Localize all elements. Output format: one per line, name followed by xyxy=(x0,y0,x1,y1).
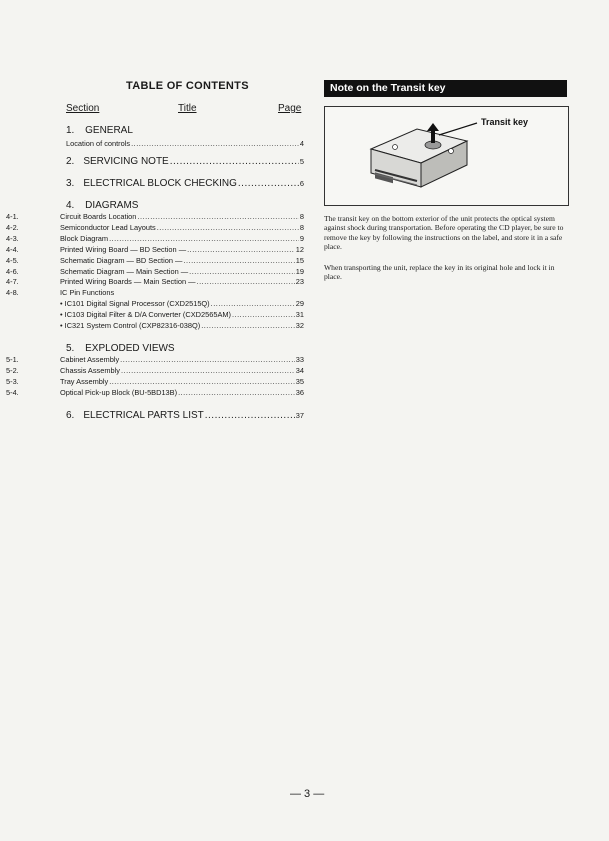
entry-page: 4 xyxy=(299,139,304,148)
entry-number: 5-4. xyxy=(6,387,19,397)
entry-page: 12 xyxy=(295,244,304,254)
entry-number: 4-1. xyxy=(6,212,19,221)
entry-page: 31 xyxy=(295,310,304,320)
entry-text: Circuit Boards Location xyxy=(60,212,137,221)
entry-page: 32 xyxy=(295,321,304,330)
entry-number: 5-2. xyxy=(6,365,19,375)
figure-label: Transit key xyxy=(481,117,529,127)
entry-text: • IC103 Digital Filter & D/A Converter (CXD2565AM) xyxy=(60,310,231,320)
entry-text: Printed Wiring Board — BD Section — xyxy=(60,244,187,254)
toc-entry[interactable] xyxy=(6,387,304,397)
transit-key-figure xyxy=(324,106,569,206)
toc-entry[interactable] xyxy=(6,222,304,232)
entry-page: 33 xyxy=(295,355,304,364)
note-paragraph-2: When transporting the unit, replace the key in its original hole and lock it in place. xyxy=(324,263,555,282)
cd-player-illustration xyxy=(325,107,568,205)
toc-entry[interactable] xyxy=(6,266,304,276)
toc-entry[interactable] xyxy=(6,376,304,386)
section-number: 4. xyxy=(66,200,75,211)
entry-page: 29 xyxy=(295,299,304,309)
toc-entry[interactable] xyxy=(6,233,304,243)
col-page-header: Page xyxy=(278,103,302,114)
entry-number: 5-1. xyxy=(6,355,19,364)
entry-text: Cabinet Assembly xyxy=(60,355,120,364)
entry-page: 19 xyxy=(295,266,304,276)
note-heading-bar xyxy=(324,80,567,97)
note-heading: Note on the Transit key xyxy=(330,82,446,94)
entry-text: Block Diagram xyxy=(60,233,109,243)
section-number: 5. xyxy=(66,343,75,354)
entry-text: Schematic Diagram — BD Section — xyxy=(60,255,183,265)
section-number: 6. xyxy=(66,410,75,421)
entry-page: 34 xyxy=(295,365,304,375)
section-number: 3. xyxy=(66,178,75,189)
entry-page: 8 xyxy=(299,212,304,221)
entry-page: 15 xyxy=(295,255,304,265)
section-title: GENERAL xyxy=(85,125,133,136)
toc-section-5 xyxy=(66,343,175,354)
toc-section-3[interactable] xyxy=(66,178,304,189)
section-number: 1. xyxy=(66,125,75,136)
section-number: 2. xyxy=(66,156,75,167)
toc-entry[interactable] xyxy=(60,299,304,308)
entry-number: 4-4. xyxy=(6,244,19,254)
toc-section-6[interactable] xyxy=(66,410,304,421)
section-page: 5 xyxy=(299,157,304,166)
entry-text: Tray Assembly xyxy=(60,376,109,386)
entry-text: • IC101 Digital Signal Processor (CXD2515Q) xyxy=(60,299,210,309)
entry-text: Optical Pick-up Block (BU-5BD13B) xyxy=(60,387,178,397)
section-title: SERVICING NOTE xyxy=(83,156,169,167)
section-title: DIAGRAMS xyxy=(85,200,139,211)
entry-number: 4-6. xyxy=(6,266,19,276)
col-section-header: Section xyxy=(66,103,100,114)
toc-entry[interactable] xyxy=(6,288,304,298)
entry-page: 36 xyxy=(295,387,304,397)
toc-entry[interactable] xyxy=(66,139,304,148)
toc-title: TABLE OF CONTENTS xyxy=(126,80,249,92)
entry-page: 8 xyxy=(299,222,304,232)
section-title: ELECTRICAL PARTS LIST xyxy=(83,410,204,421)
entry-text: Printed Wiring Boards — Main Section — xyxy=(60,277,196,287)
note-paragraph-1: The transit key on the bottom exterior of the unit protects the optical system against shock during transportation. Before operating the CD player, be sure to remove the key by following the instructions on the label, and store it in a safe place. xyxy=(324,214,564,252)
section-page: 37 xyxy=(295,411,304,420)
entry-number: 4-7. xyxy=(6,277,19,287)
section-title: EXPLODED VIEWS xyxy=(85,343,175,354)
entry-page: 9 xyxy=(299,233,304,243)
toc-entry[interactable] xyxy=(6,212,304,221)
toc-entry[interactable] xyxy=(60,321,304,330)
entry-text: Semiconductor Lead Layouts xyxy=(60,222,156,232)
entry-number: 4-8. xyxy=(6,288,19,298)
toc-entry[interactable] xyxy=(6,365,304,375)
section-page: 6 xyxy=(299,179,304,188)
entry-text: Schematic Diagram — Main Section — xyxy=(60,266,189,276)
entry-number: 5-3. xyxy=(6,376,19,386)
section-title: ELECTRICAL BLOCK CHECKING xyxy=(83,178,237,189)
entry-number: 4-2. xyxy=(6,222,19,232)
toc-section-4 xyxy=(66,200,138,211)
col-title-header: Title xyxy=(178,103,197,114)
page-number: — 3 — xyxy=(290,788,325,800)
entry-number: 4-3. xyxy=(6,233,19,243)
toc-entry[interactable] xyxy=(60,310,304,319)
toc-entry[interactable] xyxy=(6,355,304,364)
entry-text: Chassis Assembly xyxy=(60,365,120,375)
toc-entry[interactable] xyxy=(6,255,304,265)
entry-page: 35 xyxy=(295,376,304,386)
entry-text: Location of controls xyxy=(66,139,131,148)
toc-section-1 xyxy=(66,125,133,136)
entry-page: 23 xyxy=(295,277,304,287)
entry-text: IC Pin Functions xyxy=(60,288,115,298)
entry-number: 4-5. xyxy=(6,255,19,265)
toc-entry[interactable] xyxy=(6,277,304,287)
entry-text: • IC321 System Control (CXP82316-038Q) xyxy=(60,321,201,330)
toc-section-2[interactable] xyxy=(66,156,304,167)
toc-entry[interactable] xyxy=(6,244,304,254)
